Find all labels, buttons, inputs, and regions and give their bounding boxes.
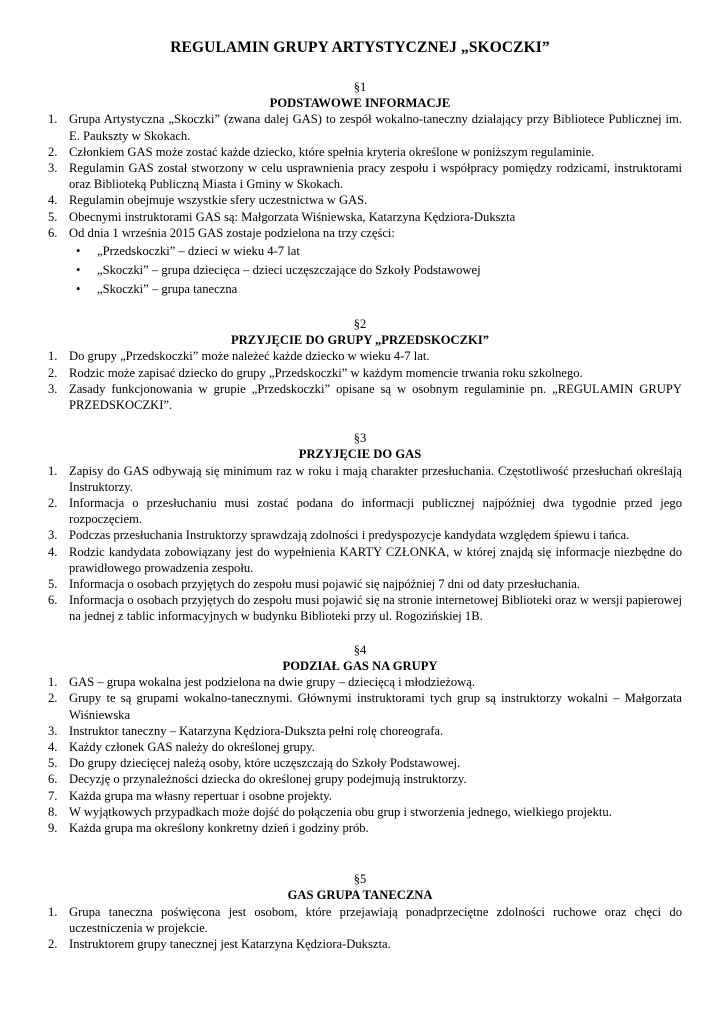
list-item [38, 160, 682, 192]
item-text: Od dnia 1 września 2015 GAS zostaje podzielona na trzy części: [69, 225, 395, 240]
item-number: 2. [48, 144, 58, 159]
item-number: 4. [48, 544, 58, 559]
section-heading: GAS GRUPA TANECZNA [287, 888, 433, 903]
numbered-list [38, 674, 682, 836]
section-heading: PRZYJĘCIE DO GRUPY „PRZEDSKOCZKI” [230, 333, 490, 348]
document-title: REGULAMIN GRUPY ARTYSTYCZNEJ „SKOCZKI” [170, 39, 550, 56]
item-text: Zasady funkcjonowania w grupie „Przedskoczki” opisane są w osobnym regulaminie pn. „REGULAMIN GRUPY PRZEDSKOCZKI”. [69, 381, 682, 413]
item-text: Każda grupa ma własny repertuar i osobne projekty. [69, 788, 332, 803]
list-item [38, 936, 682, 952]
item-text: Członkiem GAS może zostać każde dziecko, które spełnia kryteria określone w poniższym regulaminie. [69, 144, 595, 159]
item-text: Informacja o osobach przyjętych do zespołu musi pojawić się najpóźniej 7 dni od daty przesłuchania. [69, 577, 580, 592]
numbered-list [38, 111, 682, 298]
list-item [38, 225, 682, 298]
item-number: 7. [48, 788, 58, 803]
list-item [38, 755, 682, 771]
list-item [38, 723, 682, 739]
item-text: Informacja o przesłuchaniu musi zostać podana do informacji publicznej najpóźniej dwa tygodnie przed jego rozpoczęciem. [69, 496, 682, 527]
list-item [38, 788, 682, 804]
item-number: 6. [48, 225, 58, 240]
section-number: §3 [353, 431, 367, 446]
section-2 [38, 316, 682, 413]
item-number: 3. [48, 528, 58, 543]
item-text: Rodzic kandydata zobowiązany jest do wypełnienia KARTY CZŁONKA, w której znajdą się informacje niezbędne do prawidłowego prowadzenia zespołu. [69, 544, 682, 575]
item-number: 1. [48, 112, 58, 127]
item-number: 2. [48, 936, 58, 951]
item-text: Każdy członek GAS należy do określonej grupy. [69, 739, 315, 754]
item-number: 1. [48, 675, 58, 690]
item-text: Regulamin obejmuje wszystkie sfery uczestnictwa w GAS. [69, 193, 368, 208]
item-number: 8. [48, 804, 58, 819]
item-text: Do grupy dziecięcej należą osoby, które uczęszczają do Szkoły Podstawowej. [69, 756, 461, 771]
item-text: Każda grupa ma określony konkretny dzień i godziny prób. [69, 820, 369, 835]
item-text: Regulamin GAS został stworzony w celu usprawnienia pracy zespołu i współpracy pomiędzy rodzicami, instruktorami oraz Biblioteką Publiczną Miasta i Gminy w Skokach. [69, 161, 682, 192]
list-item [38, 544, 682, 576]
bullet-text: „Przedskoczki” – dzieci w wieku 4-7 lat [97, 244, 300, 259]
item-text: Instruktorem grupy tanecznej jest Katarzyna Kędziora-Dukszta. [69, 936, 391, 951]
list-item [38, 495, 682, 527]
item-number: 2. [48, 365, 58, 380]
section-heading: PODSTAWOWE INFORMACJE [269, 96, 451, 111]
list-item [38, 739, 682, 755]
bullet-text: „Skoczki” – grupa dziecięca – dzieci uczęszczające do Szkoły Podstawowej [97, 263, 481, 278]
item-text: Zapisy do GAS odbywają się minimum raz w roku i mają charakter przesłuchania. Częstotliwość przesłuchań określają Instruktorzy. [69, 463, 682, 494]
item-number: 3. [48, 381, 58, 396]
numbered-list [38, 348, 682, 413]
section-number: §5 [353, 872, 367, 887]
numbered-list [38, 904, 682, 953]
item-text: Instruktor taneczny – Katarzyna Kędziora-Dukszta pełni rolę choreografa. [69, 723, 444, 738]
item-number: 5. [48, 209, 58, 224]
list-item [38, 381, 682, 413]
item-number: 4. [48, 739, 58, 754]
item-number: 2. [48, 691, 58, 706]
item-text: Rodzic może zapisać dziecko do grupy „Przedskoczki” w każdym momencie trwania roku szkolnego. [69, 365, 583, 380]
item-number: 6. [48, 772, 58, 787]
item-number: 5. [48, 756, 58, 771]
list-item [38, 463, 682, 495]
bullet-item [69, 242, 682, 260]
item-text: Informacja o osobach przyjętych do zespołu musi pojawić się na stronie internetowej Biblioteki oraz w wersji papierowej na jednej z tablic informacyjnych w budynku Biblioteki przy ul. Rogozińskiej 1B. [69, 593, 682, 624]
section-heading: PODZIAŁ GAS NA GRUPY [282, 658, 438, 673]
list-item [38, 592, 682, 624]
item-text: Obecnymi instruktorami GAS są: Małgorzata Wiśniewska, Katarzyna Kędziora-Dukszta [69, 209, 516, 224]
list-item [38, 820, 682, 836]
item-number: 5. [48, 577, 58, 592]
item-number: 1. [48, 349, 58, 364]
bullet-text: „Skoczki” – grupa taneczna [97, 282, 238, 297]
section-number: §2 [353, 317, 367, 332]
bullet-icon: • [76, 282, 81, 297]
section-3 [38, 430, 682, 624]
list-item [38, 365, 682, 381]
item-text: Decyzję o przynależności dziecka do określonej grupy podejmują instruktorzy. [69, 772, 467, 787]
item-number: 9. [48, 820, 58, 835]
section-1 [38, 79, 682, 298]
bullet-icon: • [76, 263, 81, 278]
item-number: 1. [48, 463, 58, 478]
section-number: §4 [353, 642, 367, 657]
section-5 [38, 871, 682, 952]
section-4 [38, 642, 682, 836]
list-item [38, 690, 682, 722]
list-item [38, 144, 682, 160]
item-text: Grupa Artystyczna „Skoczki” (zwana dalej GAS) to zespół wokalno-taneczny działający przy Bibliotece Publicznej im. E. Paukszty w Skokach. [69, 112, 682, 143]
item-number: 4. [48, 193, 58, 208]
list-item [38, 527, 682, 543]
item-number: 3. [48, 161, 58, 176]
list-item [38, 804, 682, 820]
item-text: W wyjątkowych przypadkach może dojść do połączenia obu grup i stworzenia jednego, wielkiego projektu. [69, 804, 612, 819]
item-number: 1. [48, 904, 58, 919]
item-number: 6. [48, 593, 58, 608]
item-number: 3. [48, 723, 58, 738]
numbered-list [38, 463, 682, 625]
item-text: GAS – grupa wokalna jest podzielona na dwie grupy – dziecięcą i młodzieżową. [69, 675, 476, 690]
list-item [38, 348, 682, 364]
item-text: Grupy te są grupami wokalno-tanecznymi. Głównymi instruktorami tych grup są instruktorzy wokalni – Małgorzata Wiśniewska [69, 691, 682, 722]
bullet-item [69, 280, 682, 298]
item-text: Do grupy „Przedskoczki” może należeć każde dziecko w wieku 4-7 lat. [69, 349, 430, 364]
item-number: 2. [48, 496, 58, 511]
list-item [38, 904, 682, 936]
item-text: Grupa taneczna poświęcona jest osobom, które przejawiają ponadprzeciętne zdolności ruchowe oraz chęci do uczestniczenia w projekcie. [69, 904, 682, 935]
section-number: §1 [353, 80, 367, 94]
bullet-list [69, 242, 682, 298]
list-item [38, 576, 682, 592]
item-text: Podczas przesłuchania Instruktorzy sprawdzają zdolności i predyspozycje kandydata względem śpiewu i tańca. [69, 528, 630, 543]
bullet-icon: • [76, 244, 81, 259]
list-item [38, 209, 682, 225]
list-item [38, 111, 682, 143]
list-item [38, 771, 682, 787]
list-item [38, 192, 682, 208]
bullet-item [69, 261, 682, 279]
section-heading: PRZYJĘCIE DO GAS [298, 447, 422, 462]
list-item [38, 674, 682, 690]
